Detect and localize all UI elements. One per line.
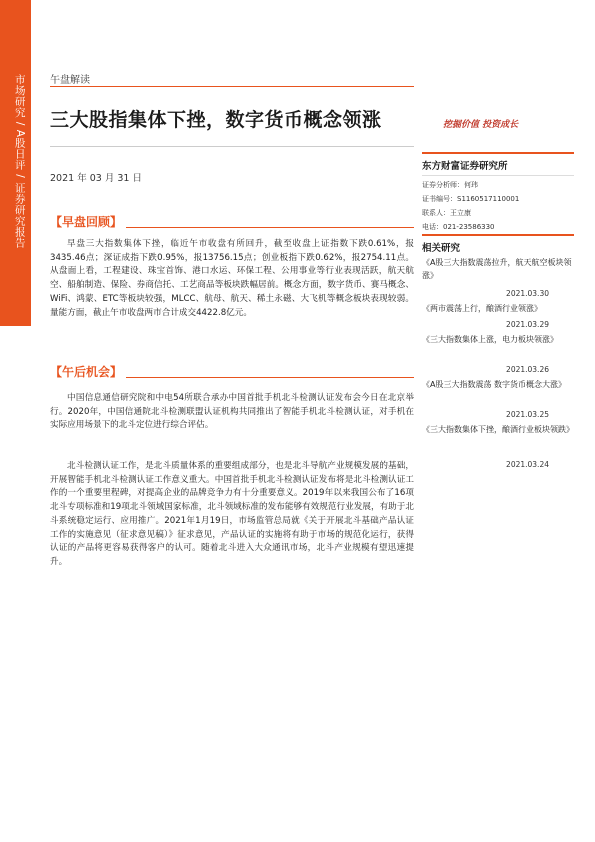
related-research-heading: 相关研究	[422, 243, 461, 254]
divider	[422, 152, 574, 154]
related-item-date: 2021.03.24	[506, 460, 549, 469]
related-item-title[interactable]: 《三大指数集体下挫，酿酒行业板块领跌》	[422, 425, 574, 434]
related-item-date: 2021.03.25	[506, 410, 549, 419]
slogan: 挖掘价值 投资成长	[443, 120, 519, 130]
morning-review-paragraph: 早盘三大指数集体下挫，临近午市收盘有所回升，截至收盘上证指数下跌0.61%，报3435.46点；深证成指下跌0.95%，报13756.15点；创业板指下跌0.62%，报2754.11点。从盘面上看，工程建设、珠宝首饰、港口水运、环保工程、公用事业等行业表现活跃，航天航空、船舶制造、保险、券商信托、工艺商品等板块跌幅居前。概念方面，数字货币、赛马概念、WiFi、鸿蒙、ETC等板块较强，MLCC、航母、航天、稀土永磁、大飞机等概念板块表现较弱。量能方面，截止午市收盘两市合计成交4422.8亿元。	[50, 239, 414, 318]
divider	[422, 234, 574, 236]
contact-person: 联系人：王立康	[422, 209, 471, 217]
related-item-title[interactable]: 《三大指数集体上涨，电力板块领涨》	[422, 335, 558, 344]
page-title: 三大股指集体下挫，数字货币概念领涨	[50, 109, 382, 131]
section-heading-label: 【早盘回顾】	[50, 213, 126, 230]
related-item-title[interactable]: 《两市震荡上行，酿酒行业领涨》	[422, 304, 542, 313]
analyst-name: 证券分析师：何玮	[422, 181, 478, 189]
side-banner-text: 市场研究 / A股日评 / 证券研究报告	[13, 74, 26, 249]
section-heading-label: 【午后机会】	[50, 363, 126, 380]
related-item-date: 2021.03.30	[506, 289, 549, 298]
related-item-title[interactable]: 《A股三大指数震荡拉升，航天航空板块领涨》	[422, 258, 572, 280]
related-item-date: 2021.03.26	[506, 365, 549, 374]
divider	[422, 175, 574, 176]
section-heading-afternoon	[50, 361, 414, 378]
afternoon-paragraph-1: 中国信息通信研究院和中电54所联合承办中国首批手机北斗检测认证发布会今日在北京举行。2020年，中国信通院北斗检测联盟认证机构共同推出了智能手机北斗检测认证，对手机在实际应用场景下的北斗定位进行综合评估。	[50, 393, 414, 431]
section-heading-morning	[50, 211, 414, 228]
divider	[50, 146, 414, 147]
cert-number: 证书编号：S1160517110001	[422, 195, 520, 203]
afternoon-paragraph-2: 北斗检测认证工作，是北斗质量体系的重要组成部分，也是北斗导航产业规模发展的基础，开展智能手机北斗检测认证工作意义重大。中国首批手机北斗检测认证发布将是北斗检测认证工作的一个重要里程碑，对提高企业的品牌竞争力有十分重要意义。2019年以来我国公布了16项北斗专项标准和19项北斗领域国家标准，北斗领域标准的发布能够有效规范行业发展，有助于北斗系统稳定运行、应用推广。2021年1月19日，市场监管总局就《关于开展北斗基础产品认证工作的实施意见（征求意见稿）》征求意见，产品认证的实施将有助于市场的规范化运行，获得认证的产品将更容易获得客户的认可。随着北斗进入大众通讯市场，北斗产业规模有望迅速提升。	[50, 461, 414, 567]
section-label: 午盘解读	[50, 75, 90, 86]
divider	[50, 86, 414, 87]
report-date: 2021 年 03 月 31 日	[50, 173, 142, 184]
phone-number: 电话：021-23586330	[422, 223, 495, 231]
related-item-title[interactable]: 《A股三大指数震荡 数字货币概念大涨》	[422, 380, 567, 389]
org-name: 东方财富证券研究所	[422, 161, 508, 172]
related-item-date: 2021.03.29	[506, 320, 549, 329]
